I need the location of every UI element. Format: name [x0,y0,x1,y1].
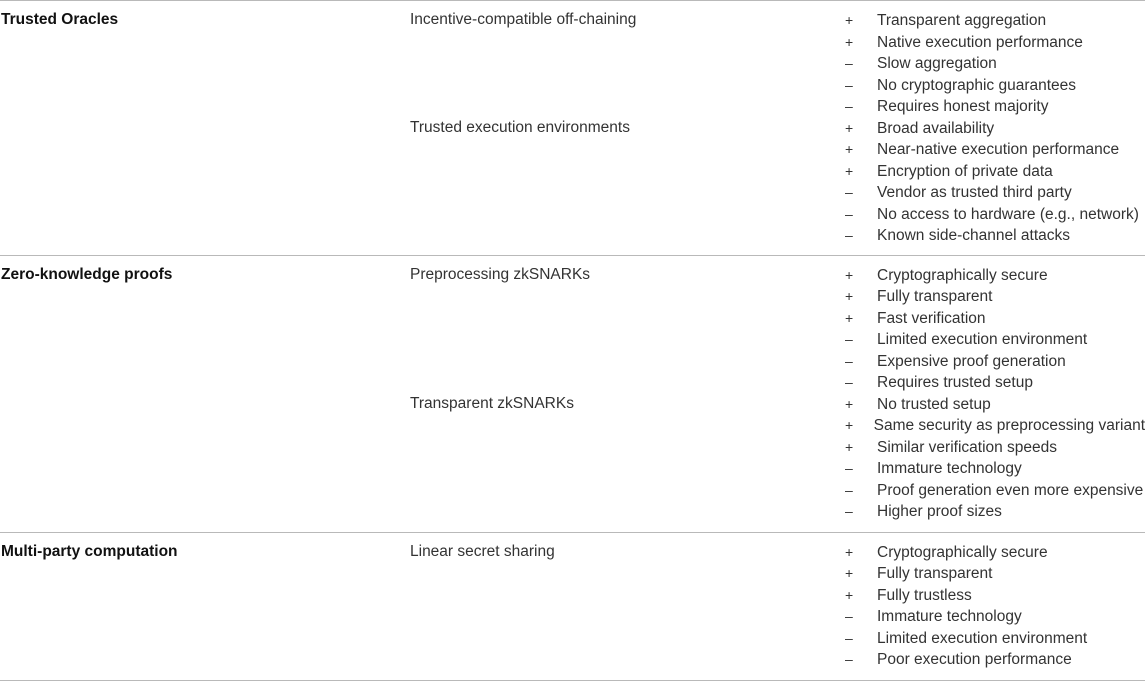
property-item [845,501,1145,523]
disadvantage-sign: – [845,374,853,390]
advantage-sign: + [845,395,854,412]
property-text: Requires honest majority [877,98,1049,115]
property-item [845,394,1145,416]
property-text: No trusted setup [877,395,991,413]
property-text: Same security as preprocessing variant [873,417,1145,434]
technique-name: Linear secret sharing [410,542,555,560]
property-item [845,351,1145,373]
advantage-sign: + [845,33,854,50]
property-item [845,480,1145,502]
property-text: No cryptographic guarantees [877,76,1077,94]
disadvantage-sign: – [845,227,853,243]
technique-name: Incentive-compatible off-chaining [410,11,637,28]
property-list [845,542,1145,671]
advantage-sign: + [845,565,854,581]
disadvantage-sign: – [845,205,853,222]
advantage-sign: + [845,162,854,179]
technique-name: Preprocessing zkSNARKs [410,265,591,283]
property-text: Poor execution performance [877,651,1072,668]
property-text: Limited execution environment [877,331,1088,348]
property-text: Similar verification speeds [877,438,1058,456]
property-text: No access to hardware (e.g., network) [877,205,1139,223]
technique-row [0,265,1145,394]
property-item [845,96,1145,118]
advantage-sign: + [845,288,854,304]
property-text: Immature technology [877,460,1022,477]
technique-row [0,394,1145,523]
technique-row [0,10,1145,118]
advantage-sign: + [845,438,854,455]
property-text: Cryptographically secure [877,543,1048,561]
technique-row [0,118,1145,247]
property-item [845,161,1145,183]
property-item [845,542,1145,564]
property-item [845,458,1145,480]
property-text: Native execution performance [877,33,1083,51]
property-item [845,53,1145,75]
property-item [845,308,1145,330]
property-text: Fully transparent [877,288,993,305]
property-item [845,204,1145,226]
property-text: Requires trusted setup [877,374,1033,391]
disadvantage-sign: – [845,651,853,667]
property-text: Expensive proof generation [877,352,1066,370]
property-text: Higher proof sizes [877,503,1002,520]
property-text: Limited execution environment [877,629,1088,647]
table-group [0,255,1145,532]
property-item [845,415,1145,437]
disadvantage-sign: – [845,481,853,498]
disadvantage-sign: – [845,352,853,369]
disadvantage-sign: – [845,184,853,200]
advantage-sign: + [845,12,854,28]
category-label: Zero-knowledge proofs [1,265,173,283]
disadvantage-sign: – [845,76,853,93]
property-item [845,75,1145,97]
property-item [845,606,1145,628]
disadvantage-sign: – [845,629,853,646]
property-text: Broad availability [877,119,995,137]
property-item [845,437,1145,459]
disadvantage-sign: – [845,55,853,71]
property-item [845,139,1145,161]
property-item [845,265,1145,287]
property-text: Proof generation even more expensive [877,481,1144,499]
property-text: Near-native execution performance [877,141,1120,158]
property-item [845,225,1145,247]
category-label: Trusted Oracles [1,11,119,28]
property-text: Fully transparent [877,565,993,582]
property-item [845,372,1145,394]
property-item [845,329,1145,351]
disadvantage-sign: – [845,331,853,347]
property-item [845,563,1145,585]
table-group [0,0,1145,255]
property-text: Fully trustless [877,586,972,604]
disadvantage-sign: – [845,98,853,114]
technique-name: Transparent zkSNARKs [410,394,574,412]
property-item [845,585,1145,607]
advantage-sign: + [845,543,854,560]
advantage-sign: + [845,141,854,157]
property-text: Immature technology [877,608,1022,625]
disadvantage-sign: – [845,608,853,624]
property-item [845,32,1145,54]
category-label: Multi-party computation [1,542,178,560]
table-group [0,532,1145,681]
property-item [845,628,1145,650]
advantage-sign: + [845,309,854,326]
property-text: Slow aggregation [877,55,997,72]
property-list [845,265,1145,394]
property-item [845,10,1145,32]
property-text: Known side-channel attacks [877,227,1071,244]
property-item [845,649,1145,671]
property-text: Cryptographically secure [877,266,1048,284]
advantage-sign: + [845,417,854,433]
disadvantage-sign: – [845,460,853,476]
technique-row [0,542,1145,671]
property-item [845,118,1145,140]
property-item [845,286,1145,308]
property-text: Fast verification [877,309,986,327]
property-list [845,10,1145,118]
advantage-sign: + [845,586,854,603]
advantage-sign: + [845,266,854,283]
advantage-sign: + [845,119,854,136]
property-list [845,394,1145,523]
property-text: Transparent aggregation [877,12,1047,29]
property-text: Vendor as trusted third party [877,184,1072,201]
disadvantage-sign: – [845,503,853,519]
property-list [845,118,1145,247]
property-text: Encryption of private data [877,162,1053,180]
technique-name: Trusted execution environments [410,118,630,136]
property-item [845,182,1145,204]
